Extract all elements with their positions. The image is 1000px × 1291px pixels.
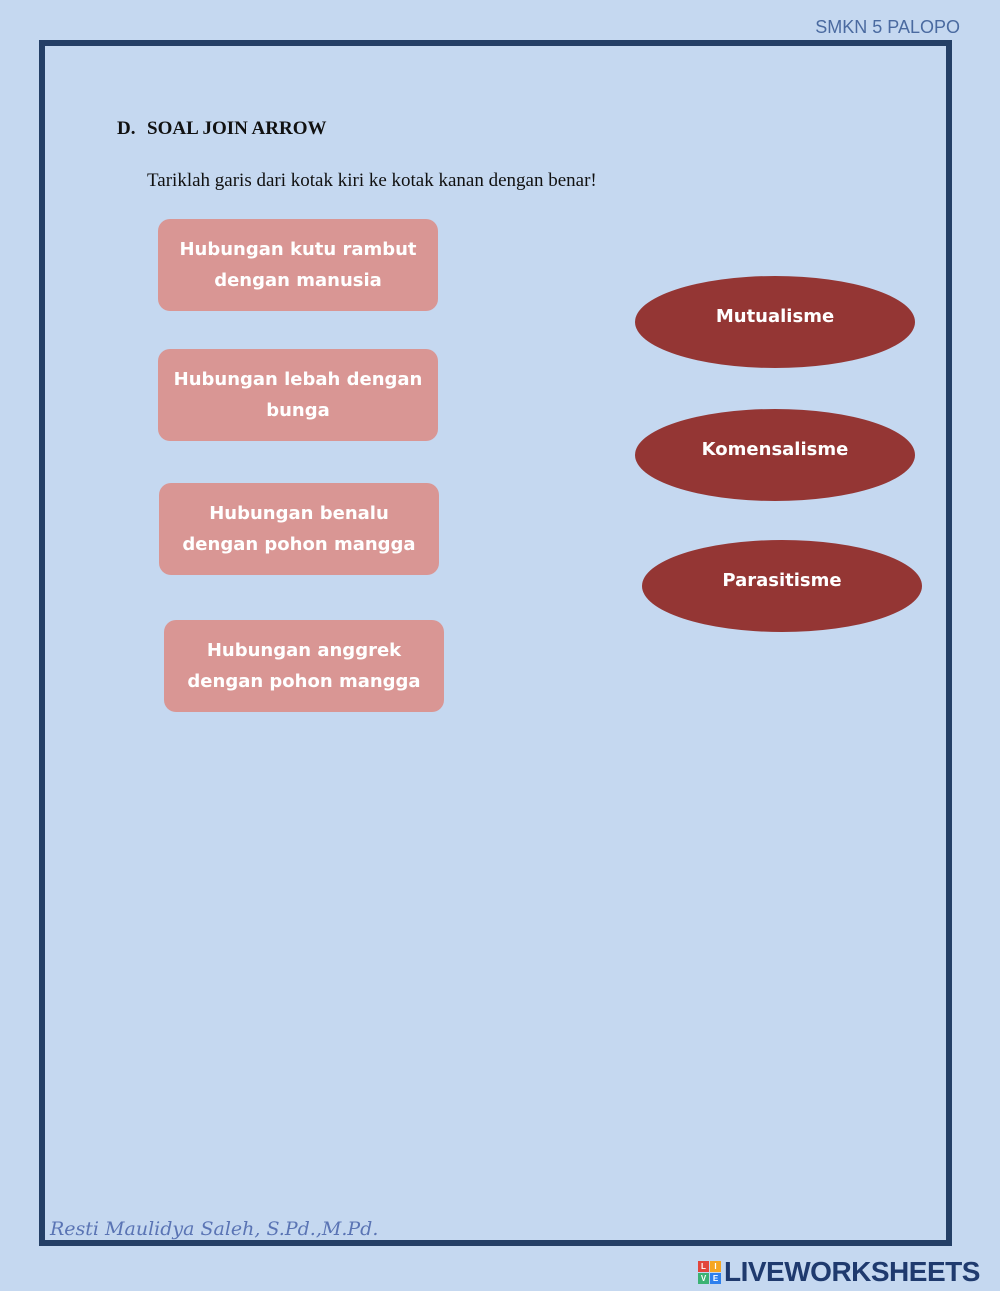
school-name: SMKN 5 PALOPO xyxy=(815,17,960,37)
right-item-komensalisme[interactable] xyxy=(635,409,915,501)
right-item-mutualisme[interactable] xyxy=(635,276,915,368)
liveworksheets-logo-icon xyxy=(698,1261,721,1284)
right-item-label: Mutualisme xyxy=(715,305,835,327)
brand-name: LIVEWORKSHEETS xyxy=(724,1256,980,1287)
left-item-kutu-rambut[interactable]: Hubungan kutu rambut dengan manusia xyxy=(158,219,438,311)
left-item-benalu[interactable]: Hubungan benalu dengan pohon mangga xyxy=(159,483,439,575)
logo-letter-i: I xyxy=(710,1261,721,1272)
section-title: SOAL JOIN ARROW xyxy=(147,118,327,139)
instruction-text: Tariklah garis dari kotak kiri ke kotak kanan dengan benar! xyxy=(147,170,597,191)
logo-letter-l: L xyxy=(698,1261,709,1272)
section-heading xyxy=(117,118,326,140)
section-number: D. xyxy=(117,118,136,139)
right-item-label: Komensalisme xyxy=(701,438,849,460)
right-item-parasitisme[interactable] xyxy=(642,540,922,632)
left-item-anggrek[interactable]: Hubungan anggrek dengan pohon mangga xyxy=(164,620,444,712)
logo-letter-v: V xyxy=(698,1273,709,1284)
right-item-label: Parasitisme xyxy=(722,569,842,591)
left-item-lebah[interactable]: Hubungan lebah dengan bunga xyxy=(158,349,438,441)
liveworksheets-brand[interactable] xyxy=(698,1256,980,1288)
logo-letter-e: E xyxy=(710,1273,721,1284)
author-signature: Resti Maulidya Saleh, S.Pd.,M.Pd. xyxy=(50,1218,379,1240)
